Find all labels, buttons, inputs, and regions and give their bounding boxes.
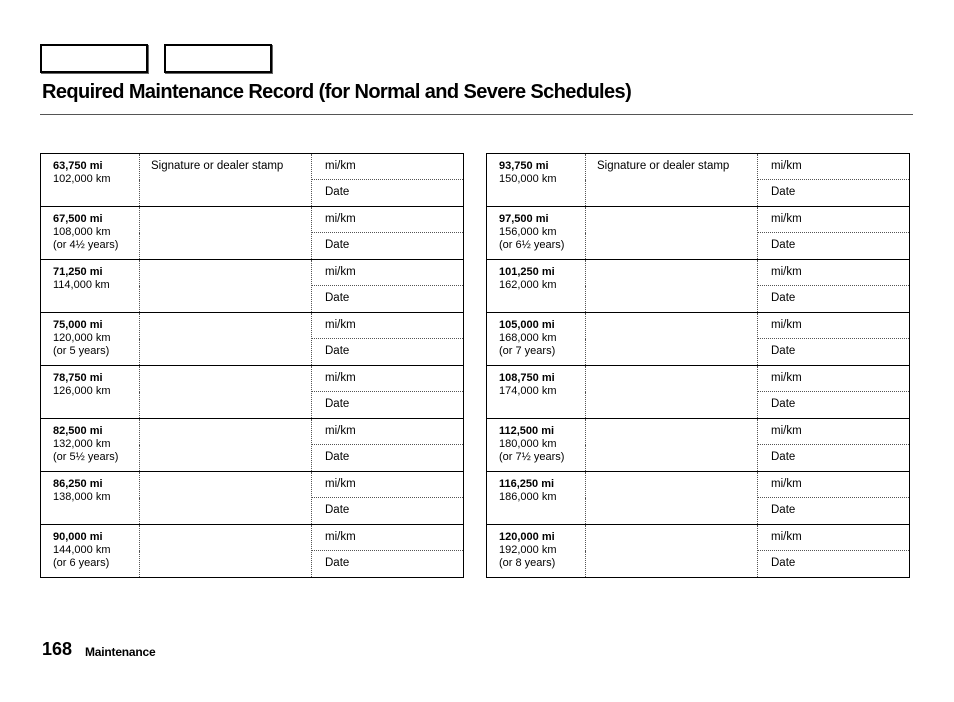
record-row [41, 313, 464, 339]
date-cell[interactable] [758, 286, 910, 313]
mileage-miles: 93,750 mi [499, 160, 549, 172]
mikm-cell[interactable] [758, 154, 910, 180]
mikm-label: mi/km [325, 160, 356, 172]
mileage-miles: 86,250 mi [53, 478, 103, 490]
mileage-km: 108,000 km [53, 226, 111, 238]
mileage-years: (or 7 years) [499, 345, 556, 357]
mileage-km: 138,000 km [53, 491, 111, 503]
mileage-cell [487, 260, 586, 313]
mileage-cell [41, 419, 140, 472]
mileage-miles: 82,500 mi [53, 425, 103, 437]
date-label: Date [771, 557, 796, 569]
mikm-label: mi/km [771, 531, 802, 543]
date-label: Date [325, 398, 350, 410]
date-label: Date [771, 239, 796, 251]
mileage-cell [41, 366, 140, 419]
mileage-km: 150,000 km [499, 173, 557, 185]
mikm-label: mi/km [325, 425, 356, 437]
mikm-cell[interactable] [312, 472, 464, 498]
mikm-cell[interactable] [758, 313, 910, 339]
mileage-cell [41, 207, 140, 260]
date-cell[interactable] [758, 233, 910, 260]
mileage-km: 132,000 km [53, 438, 111, 450]
mikm-label: mi/km [325, 531, 356, 543]
mikm-label: mi/km [325, 478, 356, 490]
date-label: Date [325, 239, 350, 251]
mileage-miles: 97,500 mi [499, 213, 549, 225]
record-row [41, 525, 464, 551]
maintenance-record-table-right [486, 153, 910, 578]
record-row [41, 207, 464, 233]
date-cell[interactable] [312, 392, 464, 419]
date-cell[interactable] [312, 551, 464, 578]
record-row [487, 313, 910, 339]
date-label: Date [771, 451, 796, 463]
mileage-cell [41, 260, 140, 313]
record-row [487, 525, 910, 551]
mileage-cell [41, 525, 140, 578]
signature-cell[interactable] [140, 313, 312, 366]
date-label: Date [771, 345, 796, 357]
date-label: Date [325, 557, 350, 569]
date-cell[interactable] [758, 180, 910, 207]
page-number: 168 [42, 639, 73, 659]
mikm-cell[interactable] [758, 207, 910, 233]
mikm-label: mi/km [771, 478, 802, 490]
date-cell[interactable] [758, 339, 910, 366]
record-row [487, 207, 910, 233]
date-label: Date [325, 186, 350, 198]
mikm-label: mi/km [325, 266, 356, 278]
record-row [487, 419, 910, 445]
mileage-km: 192,000 km [499, 544, 557, 556]
mileage-miles: 116,250 mi [499, 478, 555, 490]
mileage-miles: 78,750 mi [53, 372, 103, 384]
mileage-km: 126,000 km [53, 385, 111, 397]
date-label: Date [771, 186, 796, 198]
section-name: Maintenance [85, 645, 156, 659]
date-cell[interactable] [312, 498, 464, 525]
mileage-miles: 75,000 mi [53, 319, 103, 331]
mikm-cell[interactable] [312, 525, 464, 551]
mileage-cell [487, 472, 586, 525]
mileage-years: (or 7½ years) [499, 451, 565, 463]
mileage-years: (or 8 years) [499, 557, 556, 569]
signature-cell[interactable] [586, 207, 758, 260]
mileage-years: (or 5½ years) [53, 451, 119, 463]
mileage-km: 186,000 km [499, 491, 557, 503]
mileage-cell [487, 207, 586, 260]
signature-cell[interactable] [140, 366, 312, 419]
signature-cell[interactable] [586, 366, 758, 419]
mileage-miles: 63,750 mi [53, 160, 103, 172]
mileage-miles: 108,750 mi [499, 372, 555, 384]
next-page-button[interactable] [164, 44, 272, 73]
record-row [487, 260, 910, 286]
mikm-cell[interactable] [312, 419, 464, 445]
maintenance-record-table-left [40, 153, 464, 578]
mileage-km: 174,000 km [499, 385, 557, 397]
signature-cell[interactable] [586, 260, 758, 313]
date-cell[interactable] [312, 233, 464, 260]
date-cell[interactable] [758, 498, 910, 525]
signature-cell[interactable] [586, 419, 758, 472]
mileage-km: 144,000 km [53, 544, 111, 556]
signature-cell[interactable] [140, 154, 312, 207]
signature-cell[interactable] [140, 472, 312, 525]
previous-page-button[interactable] [40, 44, 148, 73]
signature-cell[interactable] [140, 419, 312, 472]
mikm-label: mi/km [771, 372, 802, 384]
record-row [41, 366, 464, 392]
mikm-cell[interactable] [758, 525, 910, 551]
record-row [487, 366, 910, 392]
record-row [41, 154, 464, 180]
signature-cell[interactable] [140, 525, 312, 578]
mileage-miles: 105,000 mi [499, 319, 555, 331]
mikm-label: mi/km [771, 266, 802, 278]
mileage-cell [487, 366, 586, 419]
mikm-label: mi/km [771, 213, 802, 225]
date-label: Date [771, 292, 796, 304]
mileage-years: (or 6 years) [53, 557, 110, 569]
signature-label: Signature or dealer stamp [151, 160, 284, 172]
mikm-label: mi/km [771, 160, 802, 172]
date-label: Date [771, 398, 796, 410]
mileage-km: 162,000 km [499, 279, 557, 291]
record-row [41, 419, 464, 445]
mileage-km: 168,000 km [499, 332, 557, 344]
mikm-cell[interactable] [312, 207, 464, 233]
date-label: Date [325, 451, 350, 463]
mileage-miles: 112,500 mi [499, 425, 555, 437]
signature-cell[interactable] [140, 207, 312, 260]
mikm-cell[interactable] [312, 260, 464, 286]
mikm-cell[interactable] [312, 366, 464, 392]
mikm-cell[interactable] [758, 260, 910, 286]
mileage-cell [487, 419, 586, 472]
date-cell[interactable] [758, 551, 910, 578]
date-label: Date [325, 345, 350, 357]
date-cell[interactable] [312, 339, 464, 366]
mileage-years: (or 5 years) [53, 345, 110, 357]
mikm-label: mi/km [325, 319, 356, 331]
record-row [41, 472, 464, 498]
mileage-cell [41, 313, 140, 366]
mileage-km: 180,000 km [499, 438, 557, 450]
mileage-years: (or 6½ years) [499, 239, 565, 251]
mileage-miles: 67,500 mi [53, 213, 103, 225]
page-title: Required Maintenance Record (for Normal and Severe Schedules) [42, 81, 632, 103]
mileage-cell [487, 154, 586, 207]
title-divider [40, 114, 913, 115]
mileage-km: 156,000 km [499, 226, 557, 238]
mikm-cell[interactable] [312, 154, 464, 180]
mileage-cell [487, 525, 586, 578]
mileage-cell [41, 154, 140, 207]
mileage-miles: 101,250 mi [499, 266, 555, 278]
mileage-km: 102,000 km [53, 173, 111, 185]
mikm-cell[interactable] [312, 313, 464, 339]
mileage-miles: 120,000 mi [499, 531, 555, 543]
record-row [487, 154, 910, 180]
signature-cell[interactable] [586, 525, 758, 578]
date-label: Date [325, 292, 350, 304]
date-cell[interactable] [312, 180, 464, 207]
mikm-label: mi/km [771, 319, 802, 331]
mikm-cell[interactable] [758, 366, 910, 392]
mikm-label: mi/km [325, 372, 356, 384]
signature-cell[interactable] [586, 313, 758, 366]
mileage-years: (or 4½ years) [53, 239, 119, 251]
mikm-label: mi/km [325, 213, 356, 225]
mileage-km: 114,000 km [53, 279, 110, 291]
mikm-cell[interactable] [758, 419, 910, 445]
date-label: Date [771, 504, 796, 516]
date-cell[interactable] [312, 286, 464, 313]
signature-cell[interactable] [586, 472, 758, 525]
date-cell[interactable] [758, 445, 910, 472]
mikm-cell[interactable] [758, 472, 910, 498]
mikm-label: mi/km [771, 425, 802, 437]
mileage-miles: 90,000 mi [53, 531, 103, 543]
record-row [41, 260, 464, 286]
mileage-cell [41, 472, 140, 525]
date-cell[interactable] [312, 445, 464, 472]
date-cell[interactable] [758, 392, 910, 419]
date-label: Date [325, 504, 350, 516]
signature-label: Signature or dealer stamp [597, 160, 730, 172]
mileage-cell [487, 313, 586, 366]
signature-cell[interactable] [140, 260, 312, 313]
record-row [487, 472, 910, 498]
mileage-km: 120,000 km [53, 332, 111, 344]
mileage-miles: 71,250 mi [53, 266, 103, 278]
signature-cell[interactable] [586, 154, 758, 207]
